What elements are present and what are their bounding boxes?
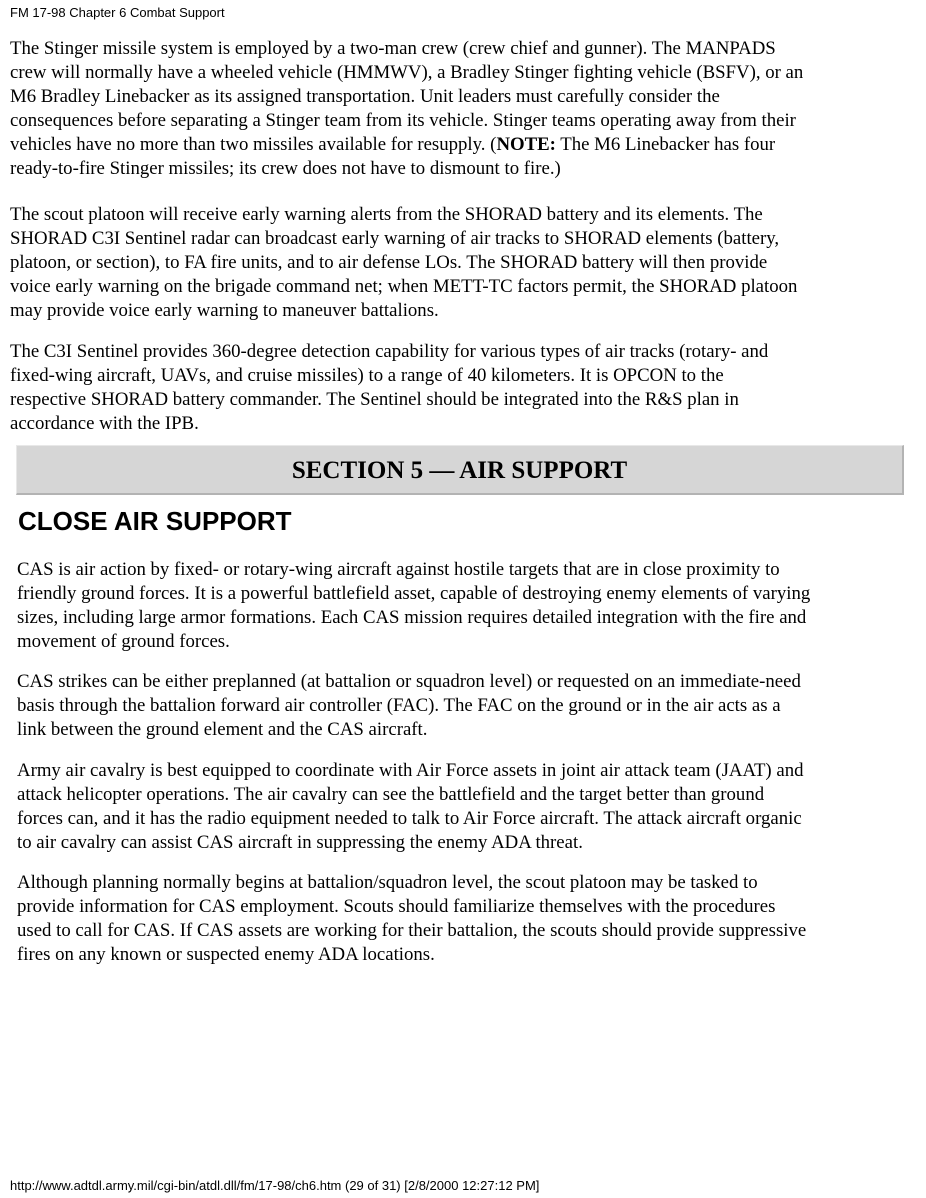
paragraph-line: crew will normally have a wheeled vehicle (HMMWV), a Bradley Stinger fighting vehicle (BSFV), or an bbox=[10, 62, 804, 83]
paragraph-line: The Stinger missile system is employed by a two-man crew (crew chief and gunner). The MANPADS bbox=[10, 38, 776, 59]
paragraph-line: basis through the battalion forward air controller (FAC). The FAC on the ground or in the air acts as a bbox=[17, 695, 781, 716]
paragraph-line: link between the ground element and the CAS aircraft. bbox=[17, 719, 428, 740]
paragraph-line: SHORAD C3I Sentinel radar can broadcast early warning of air tracks to SHORAD elements (battery, bbox=[10, 228, 780, 249]
scout-planning-paragraph bbox=[17, 871, 917, 967]
paragraph-line: voice early warning on the brigade command net; when METT-TC factors permit, the SHORAD platoon bbox=[10, 276, 798, 297]
paragraph-line: M6 Bradley Linebacker as its assigned transportation. Unit leaders must carefully consider the bbox=[10, 86, 720, 107]
paragraph-line: vehicles have no more than two missiles available for resupply. ( bbox=[10, 134, 497, 155]
subsection-title: CLOSE AIR SUPPORT bbox=[18, 506, 292, 536]
paragraph-line: Although planning normally begins at battalion/squadron level, the scout platoon may be tasked to bbox=[17, 872, 758, 893]
paragraph-line: The C3I Sentinel provides 360-degree detection capability for various types of air tracks (rotary- and bbox=[10, 341, 769, 362]
paragraph-line: used to call for CAS. If CAS assets are working for their battalion, the scouts should provide suppressive bbox=[17, 920, 807, 941]
paragraph-line: CAS is air action by fixed- or rotary-wing aircraft against hostile targets that are in close proximity to bbox=[17, 559, 780, 580]
page-running-header: FM 17-98 Chapter 6 Combat Support bbox=[10, 5, 225, 20]
note-label: NOTE: bbox=[496, 134, 556, 155]
paragraph-line: to air cavalry can assist CAS aircraft in suppressing the enemy ADA threat. bbox=[17, 832, 583, 853]
paragraph-line: may provide voice early warning to maneuver battalions. bbox=[10, 300, 439, 321]
paragraph-line: CAS strikes can be either preplanned (at battalion or squadron level) or requested on an immediate-need bbox=[17, 671, 801, 692]
section-heading-banner bbox=[16, 445, 904, 495]
paragraph-line: respective SHORAD battery commander. The Sentinel should be integrated into the R&S plan in bbox=[10, 389, 739, 410]
early-warning-paragraph bbox=[10, 203, 797, 323]
paragraph-line: consequences before separating a Stinger team from its vehicle. Stinger teams operating away from their bbox=[10, 110, 796, 131]
paragraph-line: ready-to-fire Stinger missiles; its crew does not have to dismount to fire.) bbox=[10, 158, 561, 179]
paragraph-line: forces can, and it has the radio equipment needed to talk to Air Force aircraft. The attack aircraft organic bbox=[17, 808, 802, 829]
paragraph-line: Army air cavalry is best equipped to coordinate with Air Force assets in joint air attack team (JAAT) and bbox=[17, 760, 804, 781]
paragraph-line: accordance with the IPB. bbox=[10, 413, 199, 434]
cas-definition-paragraph bbox=[17, 558, 917, 654]
note-text: The M6 Linebacker has four bbox=[555, 134, 776, 155]
paragraph-line: fixed-wing aircraft, UAVs, and cruise missiles) to a range of 40 kilometers. It is OPCON to the bbox=[10, 365, 724, 386]
paragraph-line: movement of ground forces. bbox=[17, 631, 230, 652]
sentinel-paragraph bbox=[10, 340, 768, 436]
paragraph-line: attack helicopter operations. The air cavalry can see the battlefield and the target better than ground bbox=[17, 784, 765, 805]
section-title: SECTION 5 — AIR SUPPORT bbox=[291, 457, 628, 484]
paragraph-line: The scout platoon will receive early warning alerts from the SHORAD battery and its elements. The bbox=[10, 204, 763, 225]
page-source-footer: http://www.adtdl.army.mil/cgi-bin/atdl.dll/fm/17-98/ch6.htm (29 of 31) [2/8/2000 12:27:12 PM] bbox=[10, 1178, 540, 1193]
paragraph-line: sizes, including large armor formations. Each CAS mission requires detailed integration with the fire and bbox=[17, 607, 807, 628]
air-cavalry-paragraph bbox=[17, 759, 917, 855]
paragraph-line: fires on any known or suspected enemy ADA locations. bbox=[17, 944, 435, 965]
paragraph-line: friendly ground forces. It is a powerful battlefield asset, capable of destroying enemy elements of varying bbox=[17, 583, 811, 604]
paragraph-line: platoon, or section), to FA fire units, and to air defense LOs. The SHORAD battery will then provide bbox=[10, 252, 768, 273]
cas-strikes-paragraph bbox=[17, 670, 917, 742]
paragraph-line: provide information for CAS employment. Scouts should familiarize themselves with the procedures bbox=[17, 896, 776, 917]
stinger-paragraph bbox=[10, 37, 803, 181]
